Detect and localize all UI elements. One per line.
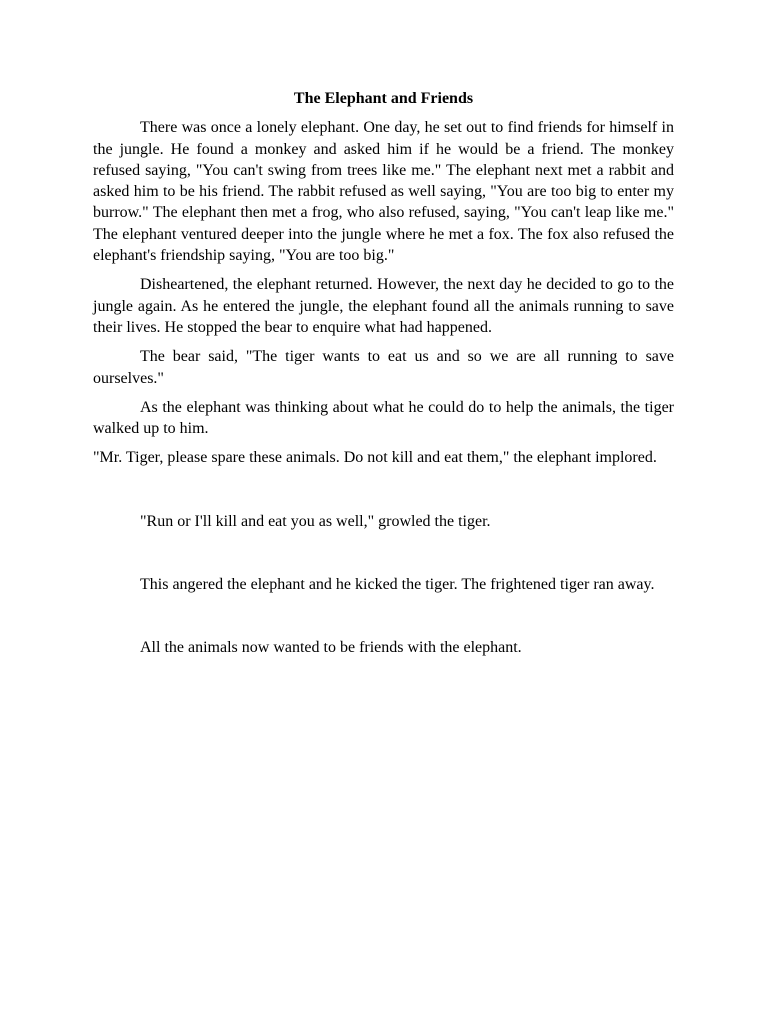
paragraph-5: "Mr. Tiger, please spare these animals. Do not kill and eat them," the elephant implored.	[93, 449, 657, 467]
document-body	[93, 88, 674, 667]
paragraph-7: This angered the elephant and he kicked the tiger. The frightened tiger ran away.	[140, 576, 655, 594]
paragraph-6: "Run or I'll kill and eat you as well," growled the tiger.	[140, 512, 491, 530]
paragraph-8: All the animals now wanted to be friends with the elephant.	[140, 639, 522, 657]
paragraph-2: Disheartened, the elephant returned. However, the next day he decided to go to the jungle again. As he entered the jungle, the elephant found all the animals running to save their lives. He stopped the bear to enquire what had happened.	[93, 276, 674, 336]
paragraph-4: As the elephant was thinking about what he could do to help the animals, the tiger walked up to him.	[93, 398, 674, 438]
document-title: The Elephant and Friends	[293, 90, 474, 107]
paragraph-1: There was once a lonely elephant. One day, he set out to find friends for himself in the jungle. He found a monkey and asked him if he would be a friend. The monkey refused saying, "You can't swing from trees like me." The elephant next met a rabbit and asked him to be his friend. The rabbit refused as well saying, "You are too big to enter my burrow." The elephant then met a frog, who also refused, saying, "You can't leap like me." The elephant ventured deeper into the jungle where he met a fox. The fox also refused the elephant's friendship saying, "You are too big."	[93, 119, 674, 265]
paragraph-3: The bear said, "The tiger wants to eat us and so we are all running to save ourselves."	[93, 348, 674, 387]
